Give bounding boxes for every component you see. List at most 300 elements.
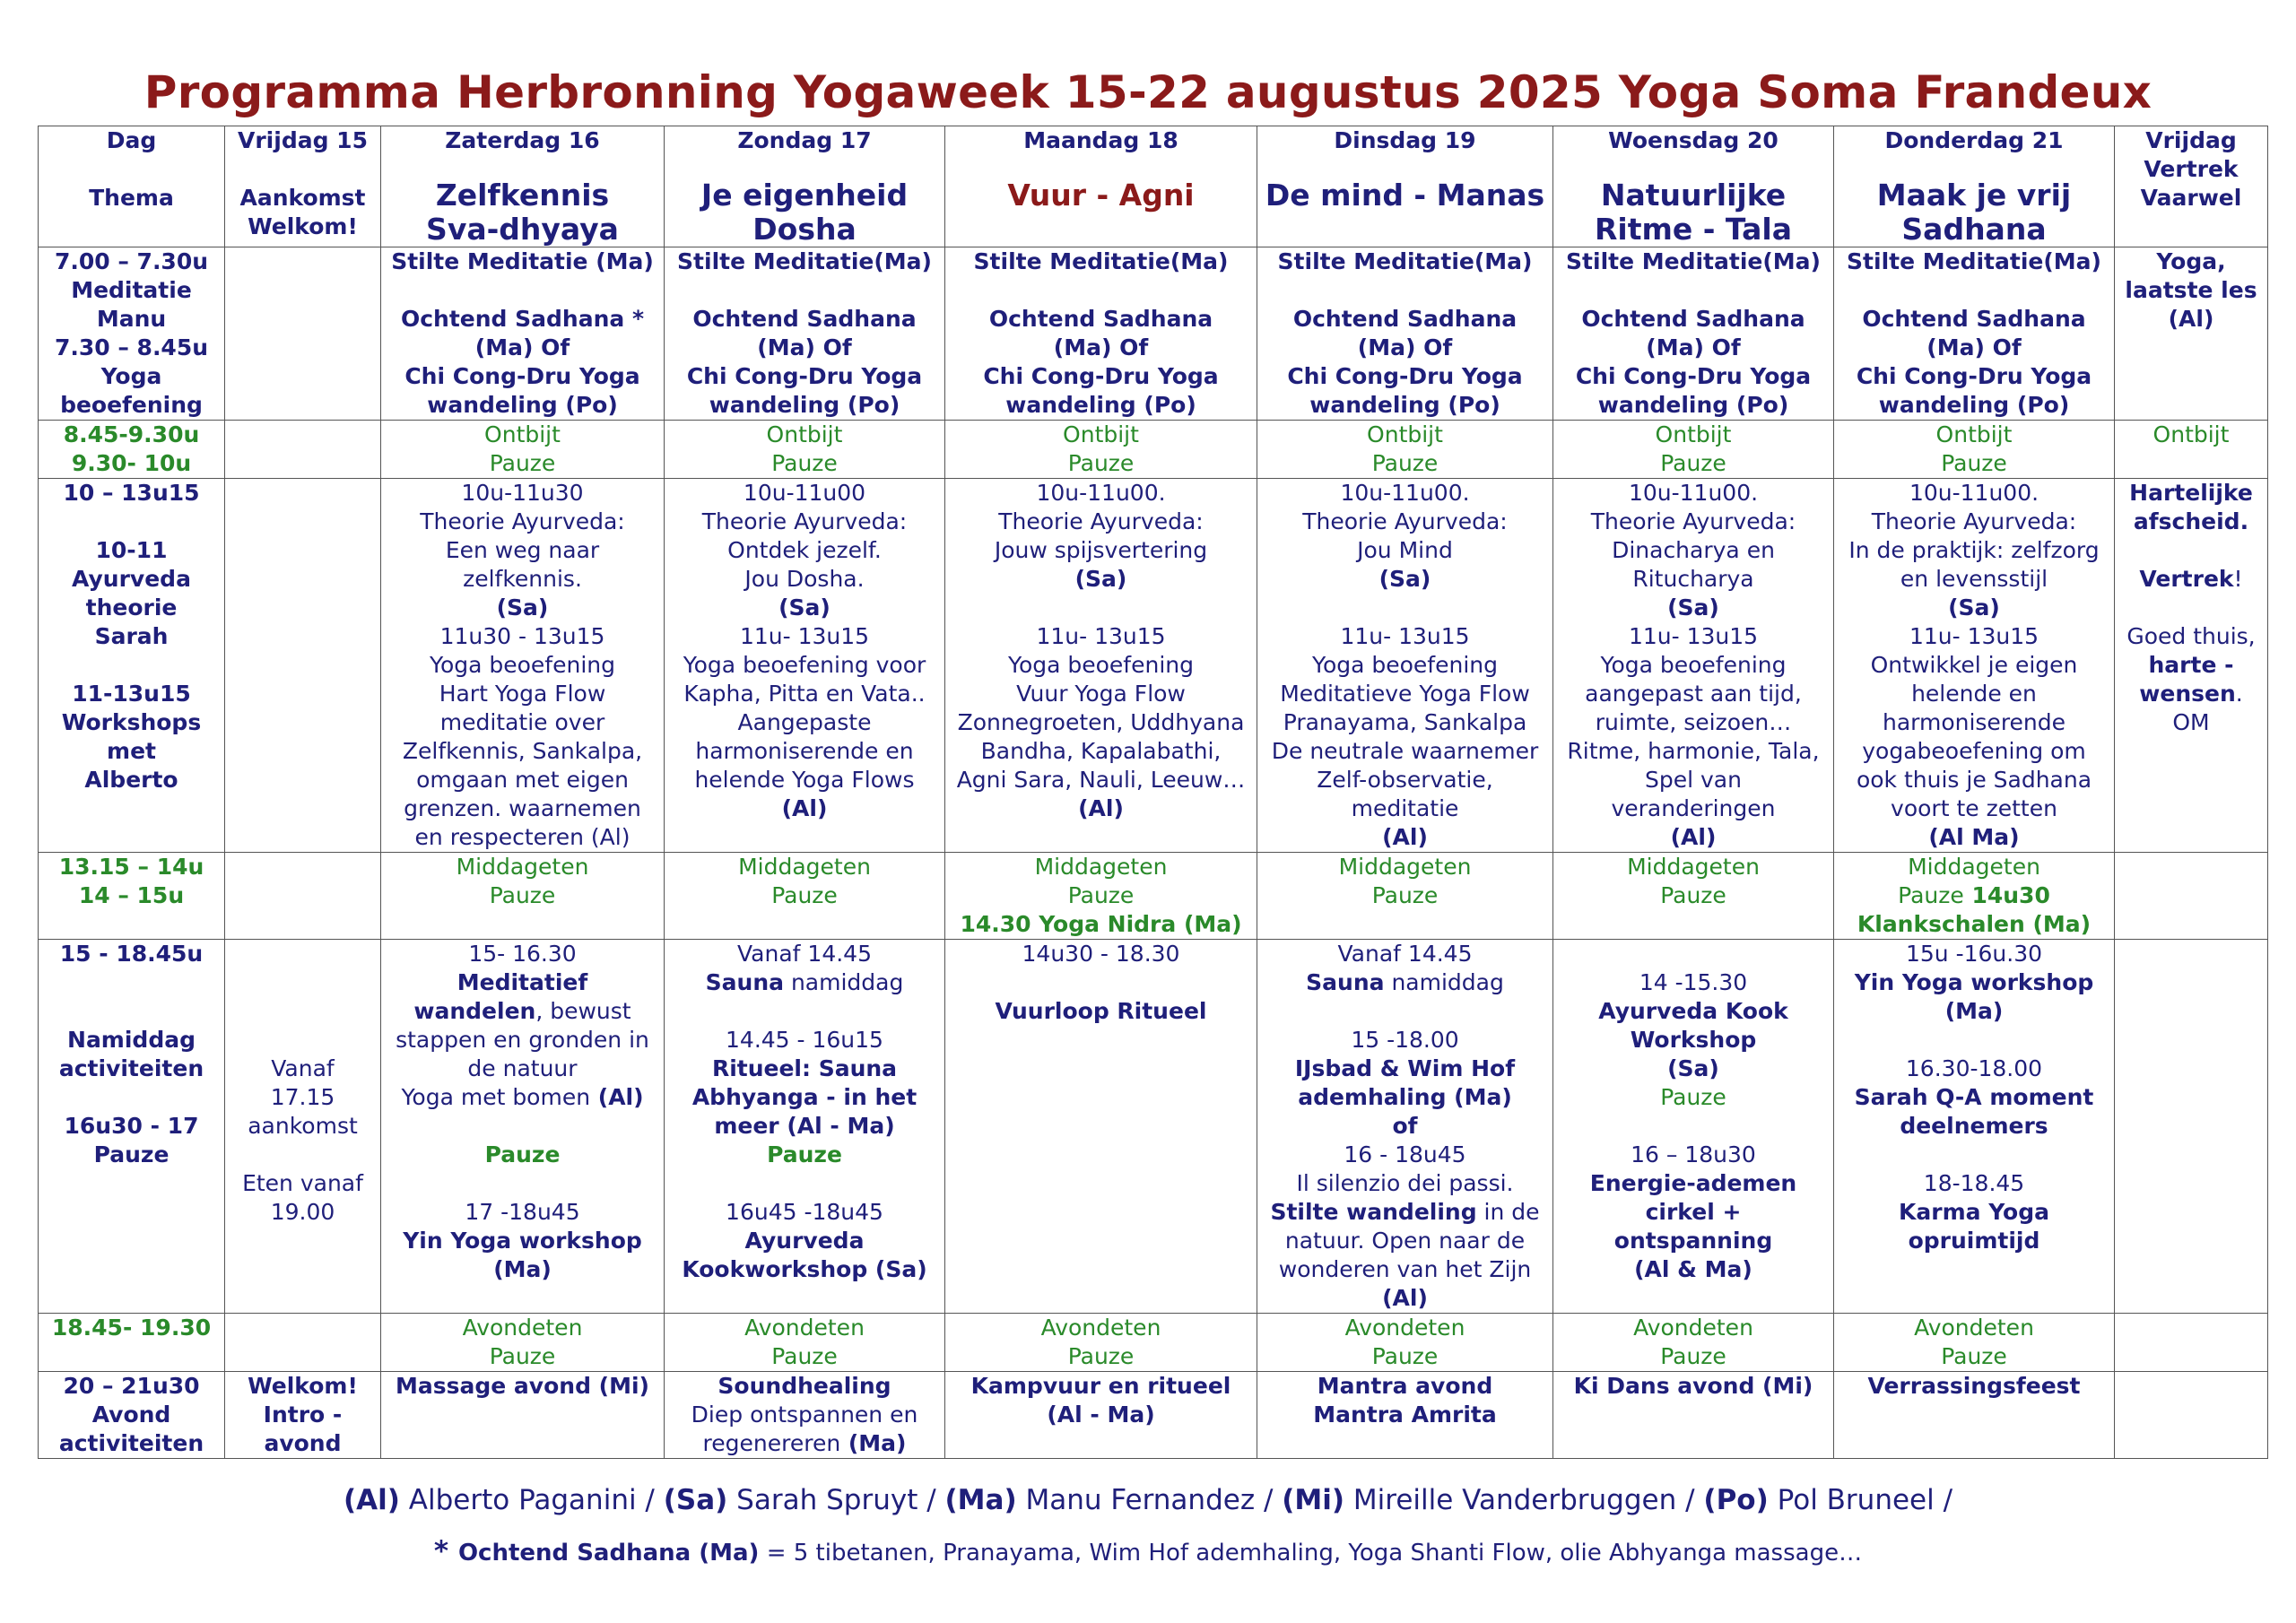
activity-text: helende Yoga Flows (694, 767, 915, 793)
activity-text: Kookworkshop (Sa) (682, 1256, 927, 1282)
activity-cell (945, 421, 1257, 479)
activity-text: Yoga beoefening voor (683, 652, 926, 678)
activity-text: Ontwikkel je eigen (1870, 652, 2078, 678)
time-line: Pauze (93, 1141, 170, 1167)
activity-text: (Ma) (1944, 998, 2004, 1024)
activity-text: 10u-11u00. (1036, 480, 1166, 506)
activity-text: Pauze (1941, 450, 2007, 476)
activity-line (947, 536, 1255, 565)
activity-cell (381, 940, 665, 1314)
activity-text: OM (2172, 709, 2210, 735)
activity-text: Chi Cong-Dru Yoga (686, 363, 923, 389)
activity-text: Meditatieve Yoga Flow (1280, 681, 1530, 707)
activity-line (666, 508, 943, 536)
activity-text: wonderen van het Zijn (1278, 1256, 1532, 1282)
activity-line (1555, 853, 1831, 881)
activity-line (947, 853, 1255, 881)
activity-text: Pauze (1067, 882, 1135, 908)
activity-text: Stilte Meditatie(Ma) (1277, 248, 1533, 274)
theme-line: Sva-dhyaya (426, 212, 619, 247)
activity-text: voort te zetten (1891, 795, 2057, 821)
day-name: Zaterdag 16 (445, 127, 600, 153)
activity-line (1555, 479, 1831, 508)
activity-line (666, 1429, 943, 1458)
activity-text: wandeling (Po) (1878, 392, 2070, 418)
activity-line (1836, 1227, 2112, 1255)
spacer (40, 651, 222, 680)
activity-cell (1257, 853, 1553, 940)
activity-text: Intro - (263, 1402, 343, 1428)
activity-text: Theorie Ayurveda: (1590, 508, 1796, 534)
activity-line (383, 1342, 662, 1371)
activity-line (1555, 680, 1831, 708)
activity-line (666, 940, 943, 968)
activity-line (1555, 508, 1831, 536)
activity-text: Pauze (1371, 1343, 1439, 1369)
activity-text: Chi Cong-Dru Yoga (404, 363, 640, 389)
activity-text: In de praktijk: zelfzorg (1848, 537, 2100, 563)
activity-line (2117, 421, 2266, 449)
footnote-label: Ochtend Sadhana (Ma) (457, 1540, 760, 1567)
activity-line (1555, 651, 1831, 680)
activity-text: Jou Dosha. (744, 566, 865, 592)
spacer (383, 276, 662, 305)
activity-text: Stilte Meditatie(Ma) (1847, 248, 2101, 274)
activity-text: Mantra Amrita (1313, 1402, 1497, 1428)
spacer (40, 997, 222, 1026)
activity-text: (Ma) Of (757, 334, 852, 360)
activity-text: (Al) (1382, 824, 1428, 850)
activity-line (1259, 362, 1551, 391)
spacer (947, 594, 1255, 622)
activity-line (1259, 334, 1551, 362)
activity-text: harte - (2148, 652, 2234, 678)
activity-line (1555, 766, 1831, 794)
activity-cell (381, 1314, 665, 1372)
activity-text: Stilte Meditatie(Ma) (973, 248, 1229, 274)
spacer (227, 940, 378, 968)
activity-text: Eten vanaf (242, 1170, 363, 1196)
activity-text: 14u30 - 18.30 (1022, 941, 1180, 967)
activity-line (1259, 565, 1551, 594)
activity-text: meditatie (1351, 795, 1459, 821)
activity-text: veranderingen (1611, 795, 1776, 821)
activity-line (1259, 305, 1551, 334)
activity-line (383, 334, 662, 362)
activity-line (383, 508, 662, 536)
activity-line (947, 362, 1255, 391)
activity-text: Ki Dans avond (Mi) (1573, 1373, 1813, 1399)
time-cell (39, 940, 225, 1314)
activity-text: Yin Yoga workshop (1854, 969, 2094, 995)
activity-text: Verrassingsfeest (1867, 1373, 2081, 1399)
activity-line (666, 305, 943, 334)
activity-text: IJsbad & Wim Hof (1294, 1055, 1516, 1081)
activity-text: Ritme, harmonie, Tala, (1567, 738, 1820, 764)
activity-line (1259, 391, 1551, 420)
activity-line (1836, 594, 2112, 622)
activity-text: 10u-11u00 (743, 480, 866, 506)
activity-line (227, 1112, 378, 1141)
day-theme (1555, 178, 1831, 247)
spacer (1259, 594, 1551, 622)
spacer (227, 968, 378, 997)
activity-text: (Al Ma) (1928, 824, 2020, 850)
header-label: Thema (89, 185, 174, 211)
activity-text: Zelfkennis, Sankalpa, (402, 738, 643, 764)
activity-line (1555, 1083, 1831, 1112)
header-day-5 (1553, 126, 1834, 247)
header-day-6 (1834, 126, 2115, 247)
instructor-name: Manu Fernandez / (1016, 1484, 1283, 1516)
activity-line (1259, 737, 1551, 766)
activity-text: Middageten (1908, 854, 2040, 880)
day-name: Maandag 18 (1023, 127, 1178, 153)
activity-cell (1553, 1314, 1834, 1372)
activity-line (666, 1055, 943, 1083)
activity-text: Ontbijt (2152, 421, 2230, 447)
spacer (227, 155, 378, 184)
activity-cell (945, 479, 1257, 853)
activity-line (947, 565, 1255, 594)
activity-text: (Al & Ma) (1634, 1256, 1752, 1282)
activity-line (383, 940, 662, 968)
activity-text: Agni Sara, Nauli, Leeuw… (956, 767, 1246, 793)
activity-line (1259, 708, 1551, 737)
activity-text: Klankschalen (Ma) (1857, 911, 2092, 937)
theme-line: Zelfkennis (435, 178, 610, 213)
activity-line (947, 1314, 1255, 1342)
activity-text: (Ma) (493, 1256, 552, 1282)
activity-line (1555, 449, 1831, 478)
activity-text: 17.15 (270, 1084, 335, 1110)
activity-line (383, 565, 662, 594)
activity-line (1259, 1169, 1551, 1198)
time-line: activiteiten (58, 1055, 204, 1081)
instructor-name: Sarah Spruyt / (727, 1484, 945, 1516)
activity-text: Workshop (1630, 1027, 1757, 1053)
activity-text: Theorie Ayurveda: (1871, 508, 2077, 534)
activity-line (1836, 305, 2112, 334)
spacer (227, 1141, 378, 1169)
day-theme (666, 178, 943, 247)
activity-line (1836, 1055, 2112, 1083)
activity-text: 11u- 13u15 (739, 623, 870, 649)
activity-cell (1834, 479, 2115, 853)
activity-line (1555, 594, 1831, 622)
activity-text: Ontbijt (484, 421, 561, 447)
activity-line (2117, 565, 2266, 594)
activity-text: de natuur (467, 1055, 578, 1081)
activity-line (666, 1401, 943, 1429)
page-title: Programma Herbronning Yogaweek 15-22 augustus 2025 Yoga Soma Frandeux (144, 66, 2152, 118)
day-name: Zondag 17 (737, 127, 872, 153)
activity-cell (1834, 940, 2115, 1314)
time-line: Yoga (100, 363, 162, 389)
day-name: Woensdag 20 (1608, 127, 1779, 153)
activity-cell (2115, 247, 2268, 421)
activity-text: Theorie Ayurveda: (420, 508, 625, 534)
activity-text: cirkel + (1645, 1199, 1742, 1225)
activity-line (1555, 622, 1831, 651)
activity-line (383, 997, 662, 1026)
activity-text: Avondeten (1040, 1315, 1161, 1341)
activity-text: 15 -18.00 (1351, 1027, 1459, 1053)
activity-text: Theorie Ayurveda: (998, 508, 1204, 534)
activity-text: 14.45 - 16u15 (726, 1027, 883, 1053)
activity-text: Yoga, (2156, 248, 2226, 274)
instructor-name: Pol Bruneel / (1768, 1484, 1953, 1516)
activity-line (1555, 794, 1831, 823)
spacer (2117, 594, 2266, 622)
day-name: Vrijdag (2145, 127, 2237, 153)
activity-text: Chi Cong-Dru Yoga (1856, 363, 2092, 389)
activity-text: (Ma) Of (1357, 334, 1453, 360)
activity-text: Yoga beoefening (430, 652, 615, 678)
day-name: Dinsdag 19 (1334, 127, 1476, 153)
activity-line (1259, 823, 1551, 852)
activity-line (1259, 247, 1551, 276)
activity-line (1259, 421, 1551, 449)
activity-line (227, 1198, 378, 1227)
activity-cell (2115, 1314, 2268, 1372)
activity-line (383, 1083, 662, 1112)
time-line: met (107, 738, 156, 764)
activity-text: Pauze (484, 1141, 561, 1167)
activity-line (1259, 479, 1551, 508)
activity-cell (225, 853, 381, 940)
activity-cell (381, 479, 665, 853)
activity-text: Ontdek jezelf. (727, 537, 882, 563)
schedule-row (39, 479, 2268, 853)
time-line: 8.45-9.30u (63, 421, 200, 447)
activity-text: (Al) (1382, 1285, 1428, 1311)
activity-text: Chi Cong-Dru Yoga (1575, 363, 1812, 389)
activity-line (1259, 1372, 1551, 1401)
activity-line (1555, 362, 1831, 391)
activity-line (1836, 708, 2112, 737)
time-line: 13.15 – 14u (58, 854, 204, 880)
spacer (666, 1169, 943, 1198)
activity-text: 11u- 13u15 (1909, 623, 2039, 649)
activity-text: wandelen (413, 998, 536, 1024)
activity-line (1836, 479, 2112, 508)
activity-text: (Sa) (1378, 566, 1431, 592)
activity-line (666, 1342, 943, 1371)
activity-line (1259, 1026, 1551, 1055)
activity-text: 16 – 18u30 (1631, 1141, 1756, 1167)
activity-text: Ontbijt (1935, 421, 2013, 447)
spacer (40, 155, 222, 184)
activity-line (383, 794, 662, 823)
activity-text: Ochtend Sadhana (1862, 306, 2086, 332)
activity-line (2117, 247, 2266, 276)
activity-text: 14 -15.30 (1639, 969, 1748, 995)
activity-text: 16u45 -18u45 (726, 1199, 883, 1225)
activity-line (1555, 1169, 1831, 1198)
activity-line (1259, 1284, 1551, 1313)
time-line: 11-13u15 (72, 681, 191, 707)
spacer (227, 1026, 378, 1055)
day-theme (947, 178, 1255, 213)
activity-cell (665, 853, 945, 940)
activity-line (383, 391, 662, 420)
activity-text: Avondeten (1914, 1315, 2034, 1341)
activity-line (383, 823, 662, 852)
schedule-row (39, 421, 2268, 479)
time-line: Manu (96, 306, 167, 332)
activity-tail: namiddag (784, 969, 904, 995)
activity-text: Pauze (489, 882, 556, 908)
time-line: Sarah (94, 623, 169, 649)
activity-text: Avondeten (1633, 1315, 1753, 1341)
activity-text: (Al) (781, 795, 828, 821)
time-line: Alberto (84, 767, 178, 793)
activity-text: Meditatief (457, 969, 588, 995)
activity-line (2117, 622, 2266, 651)
spacer (947, 276, 1255, 305)
theme-line: Natuurlijke (1600, 178, 1787, 213)
activity-text: (Ma) Of (1646, 334, 1741, 360)
activity-line (666, 853, 943, 881)
activity-text: 11u- 13u15 (1628, 623, 1759, 649)
activity-line (666, 968, 943, 997)
activity-text: stappen en gronden in (396, 1027, 649, 1053)
spacer (1259, 997, 1551, 1026)
activity-cell (1834, 1314, 2115, 1372)
day-name: Donderdag 21 (1884, 127, 2064, 153)
activity-text: grenzen. waarnemen (404, 795, 641, 821)
activity-text: meer (Al - Ma) (714, 1113, 895, 1139)
activity-line (666, 680, 943, 708)
activity-line (383, 968, 662, 997)
activity-text: Chi Cong-Dru Yoga (983, 363, 1219, 389)
activity-text: Stilte wandeling (1270, 1199, 1477, 1225)
activity-line (1555, 708, 1831, 737)
time-cell (39, 247, 225, 421)
activity-tail: , bewust (535, 998, 631, 1024)
theme-line: Vuur - Agni (1007, 178, 1195, 213)
activity-line (383, 1198, 662, 1227)
activity-text: 15u -16u.30 (1905, 941, 2043, 967)
activity-text: Welkom! (248, 1373, 358, 1399)
activity-text: Pauze (1660, 450, 1726, 476)
activity-tail: ! (2233, 566, 2243, 592)
activity-line (1836, 794, 2112, 823)
activity-line (1836, 334, 2112, 362)
activity-line (947, 421, 1255, 449)
activity-line (2117, 276, 2266, 305)
activity-text: Pauze (1067, 450, 1135, 476)
activity-text: Stilte Meditatie (Ma) (391, 248, 654, 274)
activity-line (1836, 391, 2112, 420)
activity-text: Pauze (771, 1343, 838, 1369)
activity-text: Vanaf 14.45 (737, 941, 872, 967)
activity-line (1836, 823, 2112, 852)
activity-text: Middageten (456, 854, 589, 880)
activity-cell (1553, 940, 1834, 1314)
activity-line (666, 794, 943, 823)
activity-line (1555, 997, 1831, 1026)
activity-text: wensen (2139, 681, 2236, 707)
activity-cell (225, 421, 381, 479)
activity-text: Ochtend Sadhana (692, 306, 917, 332)
activity-text: Vanaf (271, 1055, 335, 1081)
activity-cell (1257, 940, 1553, 1314)
activity-line (947, 1401, 1255, 1429)
activity-line (383, 651, 662, 680)
activity-line (1555, 1255, 1831, 1284)
activity-line (666, 1255, 943, 1284)
activity-text: natuur. Open naar de (1284, 1228, 1526, 1254)
activity-text: 17 -18u45 (465, 1199, 580, 1225)
activity-line (383, 1314, 662, 1342)
activity-text: omgaan met eigen (416, 767, 629, 793)
activity-tail: (Ma) (840, 1430, 907, 1456)
activity-tail: namiddag (1384, 969, 1504, 995)
activity-text: Ontbijt (1655, 421, 1732, 447)
activity-line (1555, 1342, 1831, 1371)
day-theme (383, 178, 662, 247)
activity-line (383, 766, 662, 794)
activity-line (1259, 622, 1551, 651)
time-line: Ayurveda (72, 566, 191, 592)
activity-line (383, 362, 662, 391)
activity-cell (1257, 421, 1553, 479)
activity-line (1259, 1141, 1551, 1169)
activity-line (1836, 766, 2112, 794)
activity-line (1259, 794, 1551, 823)
activity-cell (665, 479, 945, 853)
activity-line (1555, 421, 1831, 449)
activity-text: (Sa) (1074, 566, 1127, 592)
activity-text: Karma Yoga (1899, 1199, 2049, 1225)
theme-line: Sadhana (1901, 212, 2047, 247)
activity-line (666, 1198, 943, 1227)
activity-text: regenereren (702, 1430, 841, 1456)
activity-cell (225, 1372, 381, 1459)
activity-line (227, 1429, 378, 1458)
time-line: theorie (85, 595, 178, 621)
activity-text: Een weg naar (445, 537, 600, 563)
activity-line (947, 1372, 1255, 1401)
activity-cell (1553, 421, 1834, 479)
legend-instructors (0, 1484, 2296, 1516)
activity-text: Sarah Q-A moment (1854, 1084, 2094, 1110)
activity-line (666, 622, 943, 651)
activity-text: Pranayama, Sankalpa (1283, 709, 1527, 735)
activity-line (666, 1141, 943, 1169)
schedule-row (39, 940, 2268, 1314)
activity-line (1836, 1198, 2112, 1227)
activity-text: ruimte, seizoen… (1595, 709, 1792, 735)
theme-line: De mind - Manas (1265, 178, 1545, 213)
activity-text: laatste les (2125, 277, 2257, 303)
activity-line (1259, 1198, 1551, 1227)
day-theme (1259, 178, 1551, 213)
activity-text: 19.00 (270, 1199, 335, 1225)
spacer (227, 997, 378, 1026)
time-cell (39, 479, 225, 853)
activity-cell (1834, 853, 2115, 940)
activity-text: Pauze (1371, 882, 1439, 908)
activity-text: Pauze (1898, 882, 1964, 908)
activity-line (227, 1401, 378, 1429)
time-line: 10 – 13u15 (63, 480, 200, 506)
activity-line (1836, 1314, 2112, 1342)
activity-text: Chi Cong-Dru Yoga (1287, 363, 1523, 389)
activity-line (1836, 853, 2112, 881)
